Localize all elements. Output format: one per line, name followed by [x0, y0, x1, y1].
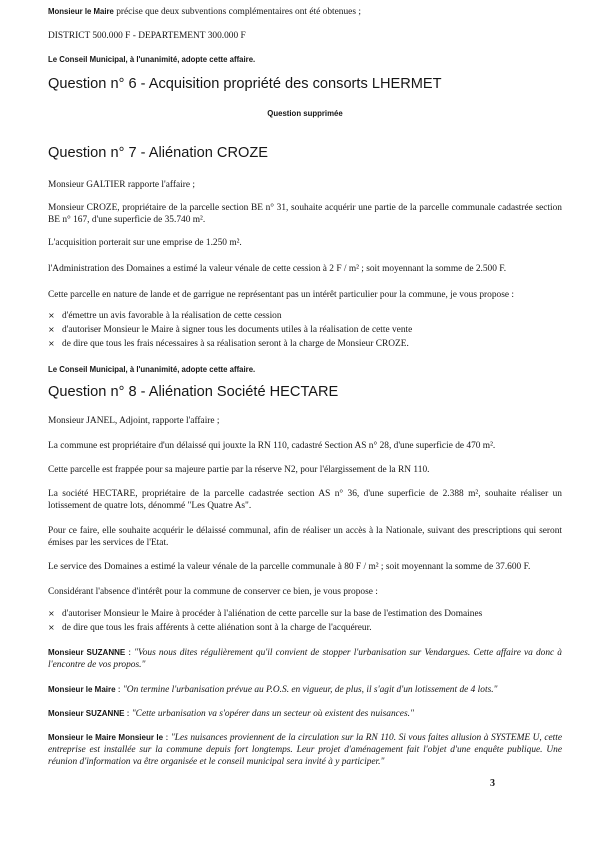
- dialogue-entry: [48, 684, 562, 696]
- q6-note: Question supprimée: [267, 109, 343, 118]
- dialogue-speaker: Monsieur le Maire: [48, 685, 116, 694]
- q7-bullet-text: de dire que tous les frais nécessaires à sa réalisation seront à la charge de Monsieur CROZE.: [62, 339, 409, 349]
- dialogue-text: "On termine l'urbanisation prévue au P.O.S. en vigueur, de plus, il s'agit d'un lotissement de 4 lots.": [122, 685, 498, 695]
- bullet-cross-icon: ×: [48, 311, 55, 320]
- q8-p2: La commune est propriétaire d'un délaissé qui jouxte la RN 110, cadastré Section AS n° 28, d'une superficie de 470 m².: [48, 441, 496, 451]
- page-number: 3: [490, 778, 495, 789]
- q7-p3: L'acquisition porterait sur une emprise de 1.250 m².: [48, 238, 242, 248]
- bullet-cross-icon: ×: [48, 609, 55, 618]
- q7-bullet-1: [48, 310, 282, 322]
- dialogue-text: "Cette urbanisation va s'opérer dans un secteur où existent des nuisances.": [131, 709, 414, 719]
- q7-p4: l'Administration des Domaines a estimé la valeur vénale de cette cession à 2 F / m² ; soit moyennant la somme de 2.500 F.: [48, 264, 507, 274]
- q8-p3: Cette parcelle est frappée pour sa majeure partie par la réserve N2, pour l'élargissement de la RN 110.: [48, 465, 430, 475]
- q7-bullet-text: d'émettre un avis favorable à la réalisation de cette cession: [62, 311, 282, 321]
- q7-bullet-3: [48, 338, 409, 350]
- q8-p1: Monsieur JANEL, Adjoint, rapporte l'affaire ;: [48, 416, 220, 426]
- intro-text: précise que deux subventions complémentaires ont été obtenues ;: [116, 7, 361, 17]
- dialogue-entry: [48, 647, 562, 671]
- intro-vote: Le Conseil Municipal, à l'unanimité, adopte cette affaire.: [48, 55, 256, 64]
- q7-bullet-2: [48, 324, 412, 336]
- q7-title: Question n° 7 - Aliénation CROZE: [48, 145, 268, 161]
- q8-title: Question n° 8 - Aliénation Société HECTARE: [48, 384, 339, 400]
- dialogue-entry: [48, 732, 562, 768]
- dialogue-text: "Les nuisances proviennent de la circulation sur la RN 110. Si vous faites allusion à SYSTEME U, cette entreprise est installée sur la commune depuis fort longtemps. Leur projet d'aménagement fait l'objet d'une enquête publique. Une réunion d'information va être organisée et le conseil municipal sera invité à y participer.": [48, 733, 563, 767]
- intro-line: [48, 6, 361, 18]
- bullet-cross-icon: ×: [48, 325, 55, 334]
- q8-p6: Le service des Domaines a estimé la valeur vénale de la parcelle communale à 80 F / m² ; soit moyennant la somme de 37.600 F.: [48, 562, 531, 572]
- q8-bullet-1: [48, 608, 482, 620]
- dialogue-text: "Vous nous dites régulièrement qu'il convient de stopper l'urbanisation sur Vendargues. Cette affaire va donc à l'encontre de vos propos.": [48, 648, 562, 670]
- q7-p1: Monsieur GALTIER rapporte l'affaire ;: [48, 180, 195, 190]
- dialogue-speaker: Monsieur SUZANNE: [48, 648, 126, 657]
- q8-bullet-2: [48, 622, 372, 634]
- q7-p2: Monsieur CROZE, propriétaire de la parcelle section BE n° 31, souhaite acquérir une partie de la parcelle communale cadastrée section BE n° 167, d'une superficie de 35.740 m².: [48, 203, 562, 225]
- q8-bullet-text: d'autoriser Monsieur le Maire à procéder à l'aliénation de cette parcelle sur la base de l'estimation des Domaines: [62, 609, 483, 619]
- q8-p7: Considérant l'absence d'intérêt pour la commune de conserver ce bien, je vous propose :: [48, 587, 378, 597]
- dialogue-speaker: Monsieur SUZANNE: [48, 709, 125, 718]
- dialogue-separator: :: [125, 648, 135, 658]
- intro-speaker: Monsieur le Maire: [48, 7, 114, 16]
- q7-bullet-text: d'autoriser Monsieur le Maire à signer tous les documents utiles à la réalisation de cette vente: [62, 325, 413, 335]
- dialogue-separator: :: [115, 685, 123, 695]
- dialogue-entry: [48, 708, 562, 720]
- q8-p5: Pour ce faire, elle souhaite acquérir le délaissé communal, afin de réaliser un accès à la Nationale, suivant des prescriptions qui seront émises par les services de l'Etat.: [48, 526, 562, 548]
- q7-p5: Cette parcelle en nature de lande et de garrigue ne représentant pas un intérêt particulier pour la commune, je vous propose :: [48, 290, 514, 300]
- intro-amounts: DISTRICT 500.000 F - DEPARTEMENT 300.000 F: [48, 31, 246, 41]
- bullet-cross-icon: ×: [48, 623, 55, 632]
- dialogue-speaker: Monsieur le Maire Monsieur le: [48, 733, 164, 742]
- q6-title: Question n° 6 - Acquisition propriété des consorts LHERMET: [48, 76, 442, 92]
- bullet-cross-icon: ×: [48, 339, 55, 348]
- q7-vote: Le Conseil Municipal, à l'unanimité, adopte cette affaire.: [48, 365, 256, 374]
- dialogue-separator: :: [124, 709, 132, 719]
- q8-bullet-text: de dire que tous les frais afférents à cette aliénation sont à la charge de l'acquéreur.: [62, 623, 372, 633]
- dialogue-separator: :: [163, 733, 171, 743]
- q8-p4: La société HECTARE, propriétaire de la parcelle cadastrée section AS n° 36, d'une superficie de 2.388 m², souhaite réaliser un lotissement de quatre lots, dénommé "Les Quatre As".: [48, 489, 562, 511]
